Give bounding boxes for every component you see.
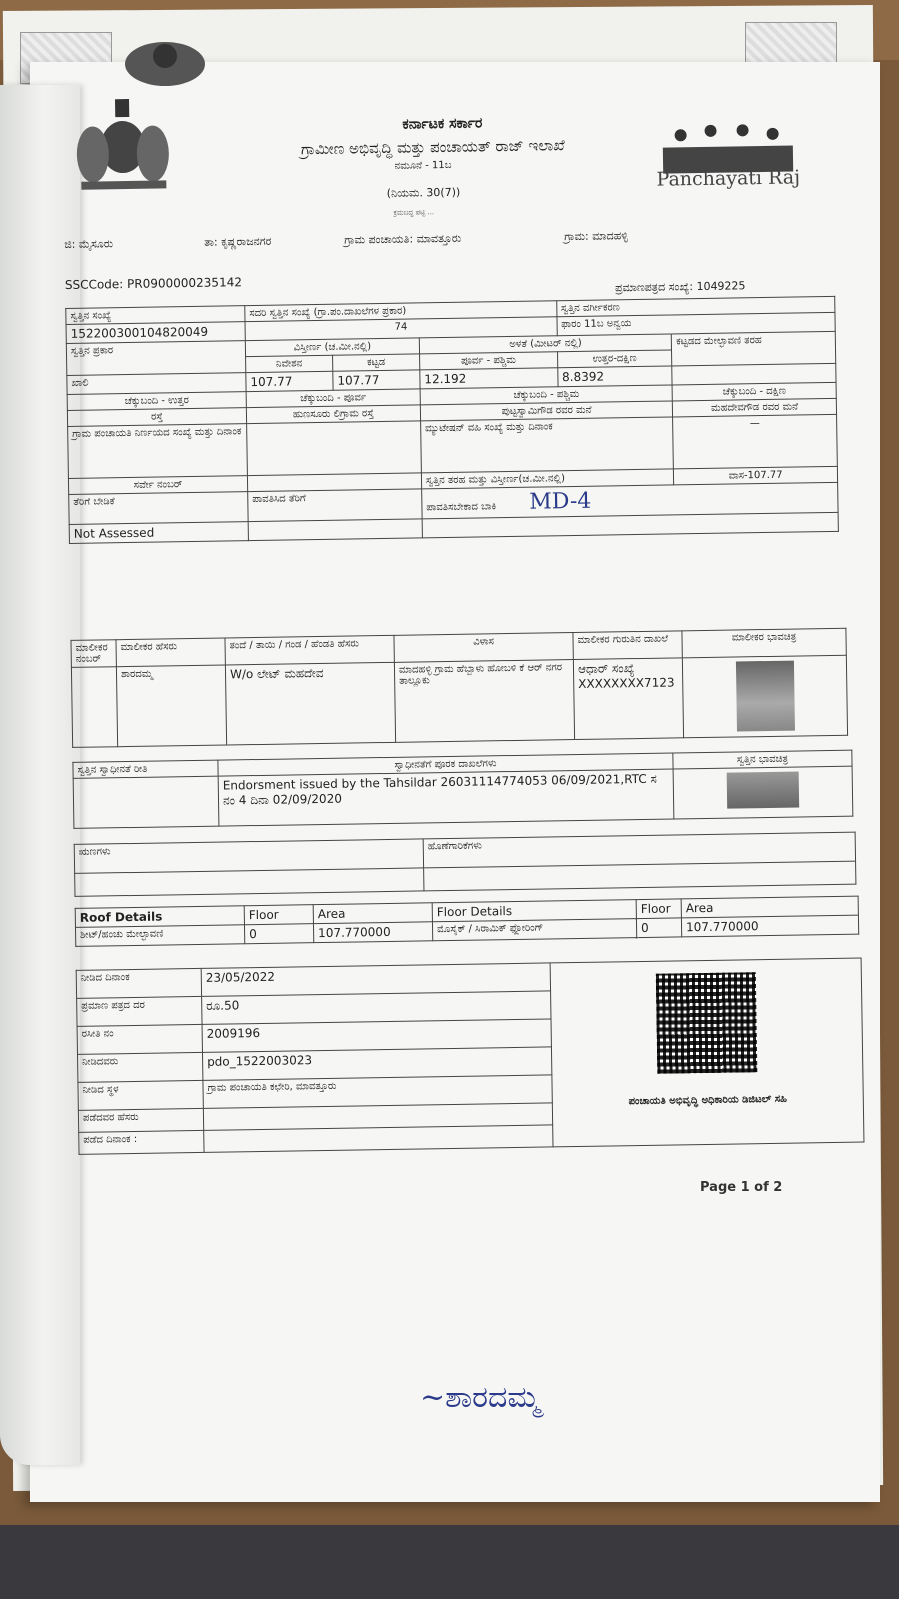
page-number: Page 1 of 2 bbox=[700, 1180, 783, 1195]
taluk: ತಾ: ಕೃಷ್ಣರಾಜನಗರ bbox=[204, 234, 272, 249]
owner-name: ಶಾರದಮ್ಮ bbox=[116, 665, 226, 747]
col-photo: ಮಾಲೀಕರ ಭಾವಚಿತ್ರ bbox=[682, 628, 846, 658]
category: ಫಾರಂ 11ಬ ಅನ್ವಯ bbox=[557, 312, 836, 335]
label-building-type: ಕಟ್ಟಡದ ಮೇಲ್ಛಾವಣಿ ತರಹ bbox=[672, 331, 836, 366]
north-south: 8.8392 bbox=[557, 366, 672, 387]
label-property-no: ಸ್ವತ್ತಿನ ಸಂಖ್ಯೆ bbox=[66, 306, 245, 325]
right-floor-label: Floor bbox=[636, 899, 681, 919]
district: ಜಿ: ಮೈಸೂರು bbox=[64, 237, 114, 251]
mutation-value: — bbox=[673, 414, 837, 469]
right-area-label: Area bbox=[681, 896, 858, 918]
type-area-label: ಸ್ವತ್ತಿನ ತರಹ ಮತ್ತು ವಿಸ್ತೀರ್ಣ(ಚ.ಮೀ.ನಲ್ಲಿ) bbox=[421, 469, 674, 489]
mutation-label: ಮ್ಯುಟೇಷನ್ ವಹಿ ಸಂಖ್ಯೆ ಮತ್ತು ದಿನಾಂಕ bbox=[421, 417, 674, 473]
tax-demand-label: ತೆರಿಗೆ ಬೇಡಿಕೆ bbox=[69, 492, 248, 525]
survey-label: ಸರ್ವೇ ನಂಬರ್ bbox=[68, 476, 247, 495]
floor-table bbox=[75, 896, 860, 947]
label-site: ನಿವೇಶನ bbox=[246, 355, 333, 372]
rights-value bbox=[75, 868, 424, 896]
issue-date: 23/05/2022 bbox=[201, 963, 550, 996]
label-building: ಕಟ್ಟಡ bbox=[333, 354, 420, 371]
floor-details-header: Floor Details bbox=[432, 900, 636, 922]
logo-text: Panchayati Raj bbox=[656, 166, 801, 191]
background-cloth bbox=[0, 1525, 899, 1599]
place: ಗ್ರಾಮ ಪಂಚಾಯತಿ ಕಛೇರಿ, ಮಾವತ್ತೂರು bbox=[203, 1075, 552, 1108]
certificate-content bbox=[62, 87, 878, 1146]
col-relation: ತಂದೆ / ತಾಯಿ / ಗಂಡ / ಹೆಂಡತಿ ಹೆಸರು bbox=[225, 635, 394, 665]
possession-docs-label: ಸ್ವಾಧೀನತೆಗೆ ಪೂರಕ ದಾಖಲೆಗಳು bbox=[218, 753, 673, 776]
col-id: ಮಾಲೀಕರ ಗುರುತಿನ ದಾಖಲೆ bbox=[573, 631, 682, 660]
handwritten-signature: ~ಶಾರದಮ್ಮ bbox=[420, 1380, 541, 1415]
department-title: ಗ್ರಾಮೀಣ ಅಭಿವೃದ್ಧಿ ಮತ್ತು ಪಂಚಾಯತ್ ರಾಜ್ ಇಲಾಖೆ bbox=[300, 136, 565, 159]
tax-paid-label: ಪಾವತಿಸಿದ ತೆರಿಗೆ bbox=[248, 489, 422, 522]
label-dimension: ಅಳತೆ (ಮೀಟರ್ ನಲ್ಲಿ) bbox=[419, 334, 672, 354]
signature-cell bbox=[550, 958, 864, 1147]
owner-photo-cell bbox=[682, 655, 847, 738]
owner-photo bbox=[735, 661, 794, 732]
roof-details-header: Roof Details bbox=[75, 906, 244, 928]
owner-address: ಮಾದಹಳ್ಳಿ ಗ್ರಾಮ ಹೆಬ್ಬಾಳು ಹೋಬಳಿ ಕೆ ಆರ್ ನಗರ ತಾಲ್ಲೂಕು bbox=[394, 660, 574, 743]
emblem-icon bbox=[115, 34, 215, 89]
possession-mode-label: ಸ್ವತ್ತಿನ ಸ್ವಾಧೀನತೆ ರೀತಿ bbox=[73, 760, 218, 778]
signature-label: ಪಂಚಾಯತಿ ಅಭಿವೃದ್ಧಿ ಅಧಿಕಾರಿಯ ಡಿಜಿಟಲ್ ಸಹಿ bbox=[628, 1093, 788, 1108]
rights-label: ಋಣಗಳು bbox=[74, 839, 423, 873]
owner-relation: W/o ಲೇಟ್ ಮಹದೇವ bbox=[225, 662, 395, 745]
fee: ರೂ.50 bbox=[202, 991, 551, 1024]
roof-type: ಶೀಟ್/ಹಂಚು ಮೇಲ್ಛಾವಣಿ bbox=[75, 925, 244, 947]
north-label: ಚೆಕ್ಕುಬಂದಿ - ಉತ್ತರ bbox=[67, 392, 246, 411]
register-number: 74 bbox=[245, 317, 557, 341]
rights-table bbox=[74, 832, 857, 897]
gp-resolution-label: ಗ್ರಾಮ ಪಂಚಾಯತಿ ನಿರ್ಣಯದ ಸಂಖ್ಯೆ ಮತ್ತು ದಿನಾಂಕ bbox=[68, 424, 248, 479]
fee-label: ಪ್ರಮಾಣ ಪತ್ರದ ದರ bbox=[77, 996, 202, 1026]
east-label: ಚೆಕ್ಕುಬಂದಿ - ಪೂರ್ವ bbox=[246, 389, 420, 408]
col-owner-name: ಮಾಲೀಕರ ಹೆಸರು bbox=[116, 638, 225, 667]
village: ಗ್ರಾಮ: ಮಾದಹಳ್ಳಿ bbox=[564, 229, 629, 244]
subtitle: ಕ್ರಮಬದ್ಧ ಪಟ್ಟಿ ... bbox=[393, 208, 435, 217]
left-area-label: Area bbox=[313, 903, 432, 924]
label-area: ವಿಸ್ತೀರ್ಣ (ಚ.ಮೀ.ನಲ್ಲಿ) bbox=[245, 338, 419, 357]
west-label: ಚೆಕ್ಕುಬಂದಿ - ಪಶ್ಚಿಮ bbox=[420, 385, 673, 405]
label-north-south: ಉತ್ತರ-ದಕ್ಷಿಣ bbox=[557, 350, 672, 368]
east-boundary: ಹುಣಸೂರು ಲಿಗ್ರಾಮ ರಸ್ತೆ bbox=[246, 405, 420, 424]
qr-code-icon bbox=[656, 972, 758, 1074]
possession-docs: Endorsment issued by the Tahsildar 26031114774053 06/09/2021,RTC ಸ ನಂ 4 ದಿನಾ 02/09/2020 bbox=[218, 769, 674, 826]
receipt-number: 2009196 bbox=[202, 1019, 551, 1052]
owner-number bbox=[71, 667, 117, 748]
receive-date-label: ಪಡೆದ ದಿನಾಂಕ : bbox=[79, 1130, 204, 1154]
property-type: ಖಾಲಿ bbox=[67, 373, 246, 395]
site-area: 107.77 bbox=[246, 371, 333, 391]
not-assessed: Not Assessed bbox=[69, 522, 248, 544]
south-boundary: ಮಹದೇವಗೌಡ ರವರ ಮನೆ bbox=[673, 398, 837, 417]
property-table bbox=[65, 296, 839, 544]
issuer: pdo_1522003023 bbox=[202, 1047, 551, 1080]
place-label: ನೀಡಿದ ಸ್ಥಳ bbox=[78, 1080, 203, 1110]
possession-table bbox=[72, 750, 853, 829]
east-west: 12.192 bbox=[420, 368, 558, 389]
label-east-west: ಪೂರ್ವ - ಪಶ್ಚಿಮ bbox=[419, 352, 557, 370]
receipt-label: ರಸೀತಿ ನಂ bbox=[77, 1024, 202, 1054]
gp-resolution-value bbox=[247, 421, 422, 476]
label-property-type: ಸ್ವತ್ತಿನ ಪ್ರಕಾರ bbox=[66, 341, 245, 376]
ssc-code: SSCCode: PR0900000235142 bbox=[64, 275, 243, 292]
floor-type: ಮೊಸೈಕ್ / ಸಿರಾಮಿಕ್ ಫ್ಲೋರಿಂಗ್ bbox=[432, 919, 636, 941]
certificate-number: ಪ್ರಮಾಣಪತ್ರದ ಸಂಖ್ಯೆ: 1049225 bbox=[614, 279, 746, 295]
north-boundary: ರಸ್ತೆ bbox=[67, 408, 246, 427]
south-label: ಚೆಕ್ಕುಬಂದಿ - ದಕ್ಷಿಣ bbox=[672, 382, 836, 401]
building-type bbox=[672, 363, 836, 385]
property-photo bbox=[727, 772, 800, 809]
type-area-value: ವಾಸ-107.77 bbox=[674, 466, 838, 485]
issue-date-label: ನೀಡಿದ ದಿನಾಂಕ bbox=[76, 968, 201, 998]
possession-mode bbox=[73, 776, 219, 828]
left-floor-label: Floor bbox=[244, 905, 313, 925]
label-category: ಸ್ವತ್ತಿನ ವರ್ಗೀಕರಣ bbox=[556, 296, 835, 316]
floor-area: 107.770000 bbox=[681, 915, 858, 937]
receiver-label: ಪಡೆದವರ ಹೆಸರು bbox=[78, 1108, 203, 1132]
col-owner-no: ಮಾಲೀಕರ ನಂಬರ್ bbox=[71, 640, 116, 668]
government-title: ಕರ್ನಾಟಕ ಸರ್ಕಾರ bbox=[402, 115, 483, 133]
property-photo-cell bbox=[673, 766, 853, 819]
floor-floor: 0 bbox=[636, 918, 681, 938]
gram-panchayat: ಗ್ರಾಮ ಪಂಚಾಯತಿ: ಮಾವತ್ತೂರು bbox=[344, 231, 462, 247]
col-address: ವಿಳಾಸ bbox=[394, 633, 573, 663]
property-number: 152200300104820049 bbox=[66, 322, 245, 344]
property-photo-label: ಸ್ವತ್ತಿನ ಭಾವಚಿತ್ರ bbox=[673, 750, 852, 769]
liabilities-label: ಹೊಣೆಗಾರಿಕೆಗಳು bbox=[423, 832, 855, 868]
issuer-label: ನೀಡಿದವರು bbox=[77, 1052, 202, 1082]
owner-table bbox=[70, 628, 848, 748]
roof-floor: 0 bbox=[244, 924, 313, 944]
karnataka-emblem-icon bbox=[70, 98, 176, 195]
issue-table bbox=[76, 958, 865, 1155]
tax-due-handwritten: MD-4 bbox=[529, 488, 592, 515]
tax-paid-value bbox=[248, 519, 422, 541]
form-number: ನಮೂನೆ - 11ಬ bbox=[394, 159, 452, 172]
owner-id: ಆಧಾರ್ ಸಂಖ್ಯೆ XXXXXXXX7123 bbox=[573, 658, 683, 740]
roof-area: 107.770000 bbox=[313, 922, 432, 943]
tax-due-label: ಪಾವತಿಸಬೇಕಾದ ಬಾಕಿ bbox=[426, 501, 497, 514]
building-area: 107.77 bbox=[333, 370, 420, 390]
west-boundary: ಪುಟ್ಟಸ್ವಾಮಿಗೌಡ ರವರ ಮನೆ bbox=[420, 401, 673, 421]
rule-number: (ನಿಯಮ. 30(7)) bbox=[386, 185, 461, 200]
label-register-no: ಸದರಿ ಸ್ವತ್ತಿನ ಸಂಖ್ಯೆ (ಗ್ರಾ.ಪಂ.ದಾಖಲೆಗಳ ಪ್ರಕಾರ) bbox=[245, 301, 557, 322]
